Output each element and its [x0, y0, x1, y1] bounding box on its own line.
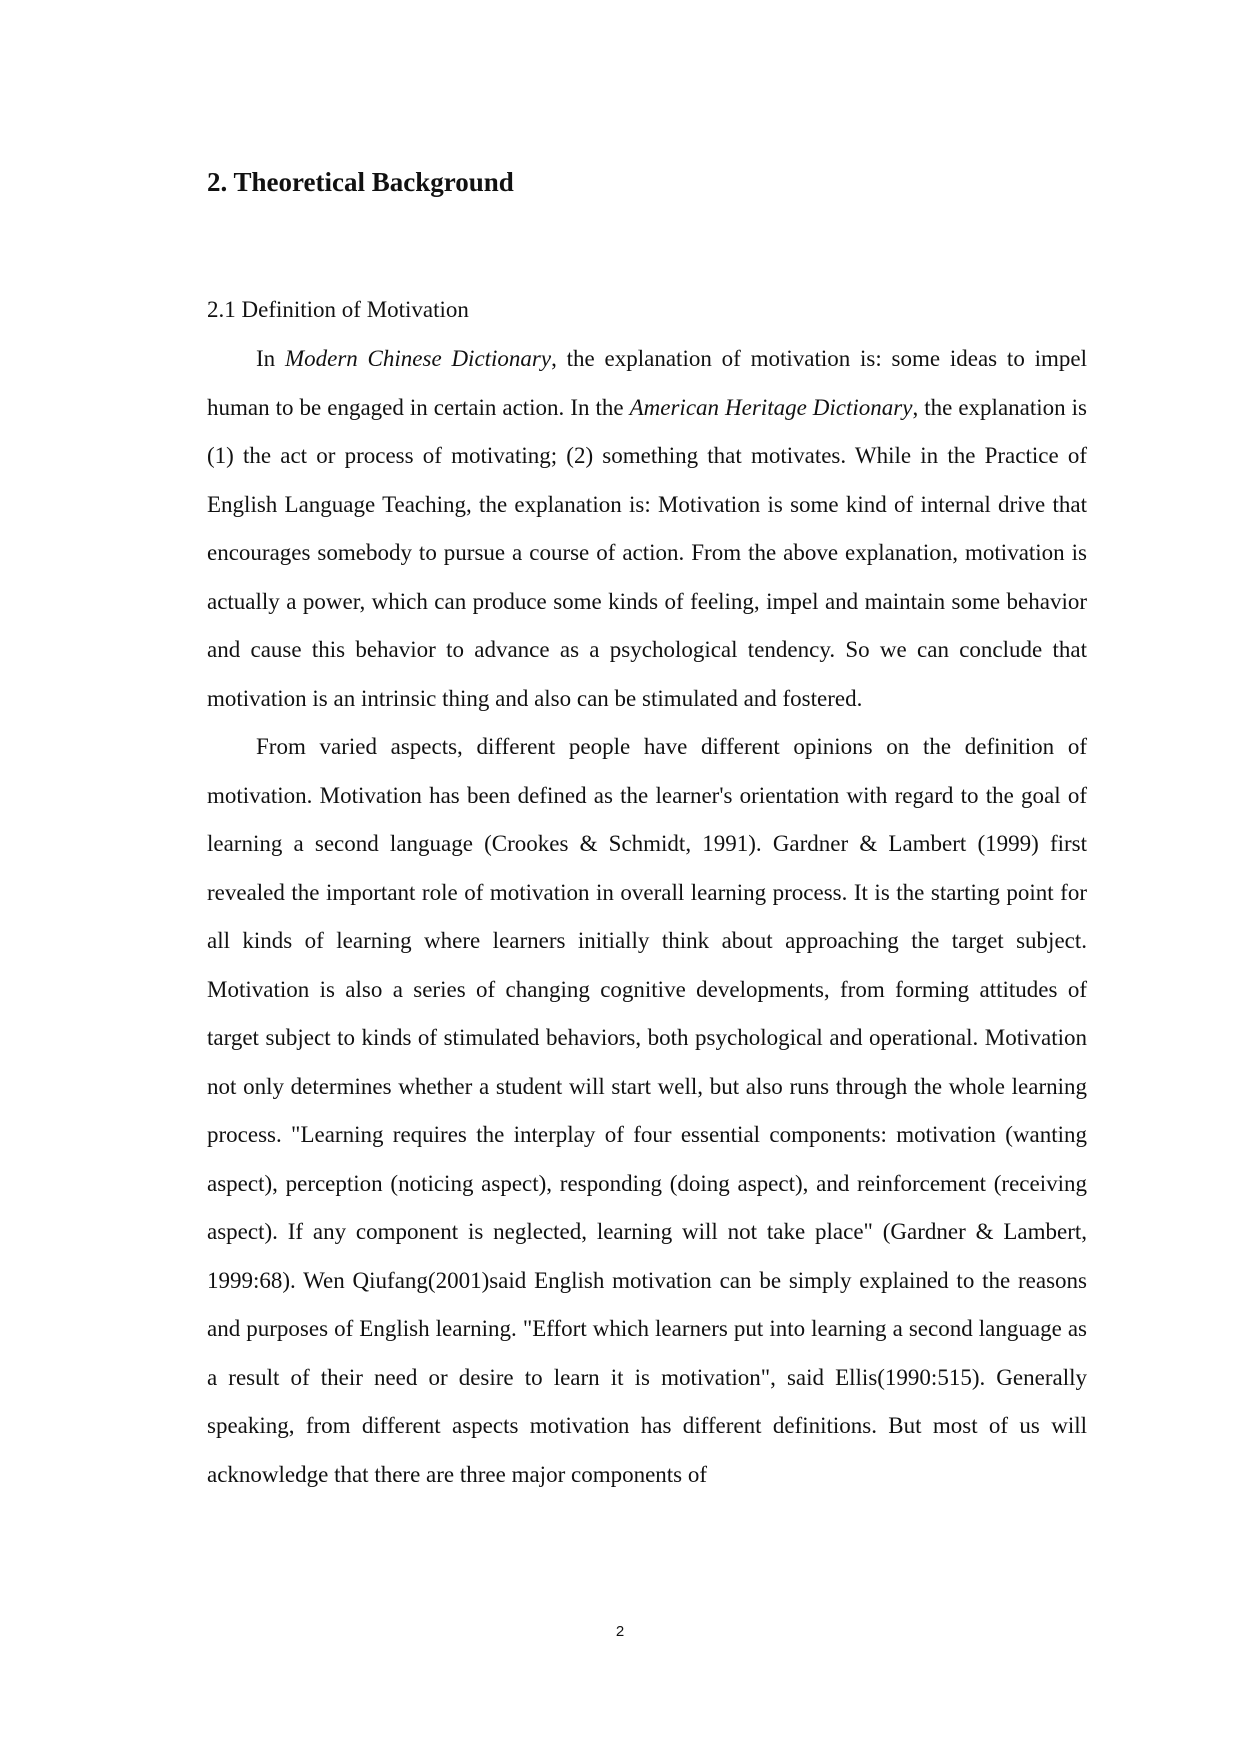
paragraph-text: , the explanation is (1) the act or process of motivating; (2) something that motivates. While in the Practice of English Language Teaching, the explanation is: Motivation is some kind of internal drive that encourages somebody to pursue a course of action. From the above explanation, motivation is actually a power, which can produce some kinds of feeling, impel and maintain some behavior and cause this behavior to advance as a psychological tendency. So we can conclude that motivation is an intrinsic thing and also can be stimulated and fostered.: [207, 394, 1087, 711]
book-title-american-heritage-dictionary: American Heritage Dictionary: [629, 394, 913, 420]
body-text: [207, 335, 1087, 1499]
paragraph-text: In: [256, 346, 285, 371]
paragraph-definition-dictionaries: [207, 335, 1087, 723]
page-number: 2: [615, 1623, 625, 1640]
chapter-title: 2. Theoretical Background: [207, 167, 514, 197]
section-heading: 2.1 Definition of Motivation: [207, 297, 469, 322]
book-title-modern-chinese-dictionary: Modern Chinese Dictionary: [284, 346, 552, 371]
paragraph-text: , the explanation of motivation is: some ideas to impel human to be engaged in certain action. In the: [207, 346, 1087, 420]
paragraph-definition-opinions: From varied aspects, different people have different opinions on the definition of motivation. Motivation has been defined as the learner's orientation with regard to the goal of learning a second language (Crookes & Schmidt, 1991). Gardner & Lambert (1999) first revealed the important role of motivation in overall learning process. It is the starting point for all kinds of learning where learners initially think about approaching the target subject. Motivation is also a series of changing cognitive developments, from forming attitudes of target subject to kinds of stimulated behaviors, both psychological and operational. Motivation not only determines whether a student will start well, but also runs through the whole learning process. "Learning requires the interplay of four essential components: motivation (wanting aspect), perception (noticing aspect), responding (doing aspect), and reinforcement (receiving aspect). If any component is neglected, learning will not take place" (Gardner & Lambert, 1999:68). Wen Qiufang(2001)said English motivation can be simply explained to the reasons and purposes of English learning. "Effort which learners put into learning a second language as a result of their need or desire to learn it is motivation", said Ellis(1990:515). Generally speaking, from different aspects motivation has different definitions. But most of us will acknowledge that there are three major components of: [207, 734, 1087, 1487]
